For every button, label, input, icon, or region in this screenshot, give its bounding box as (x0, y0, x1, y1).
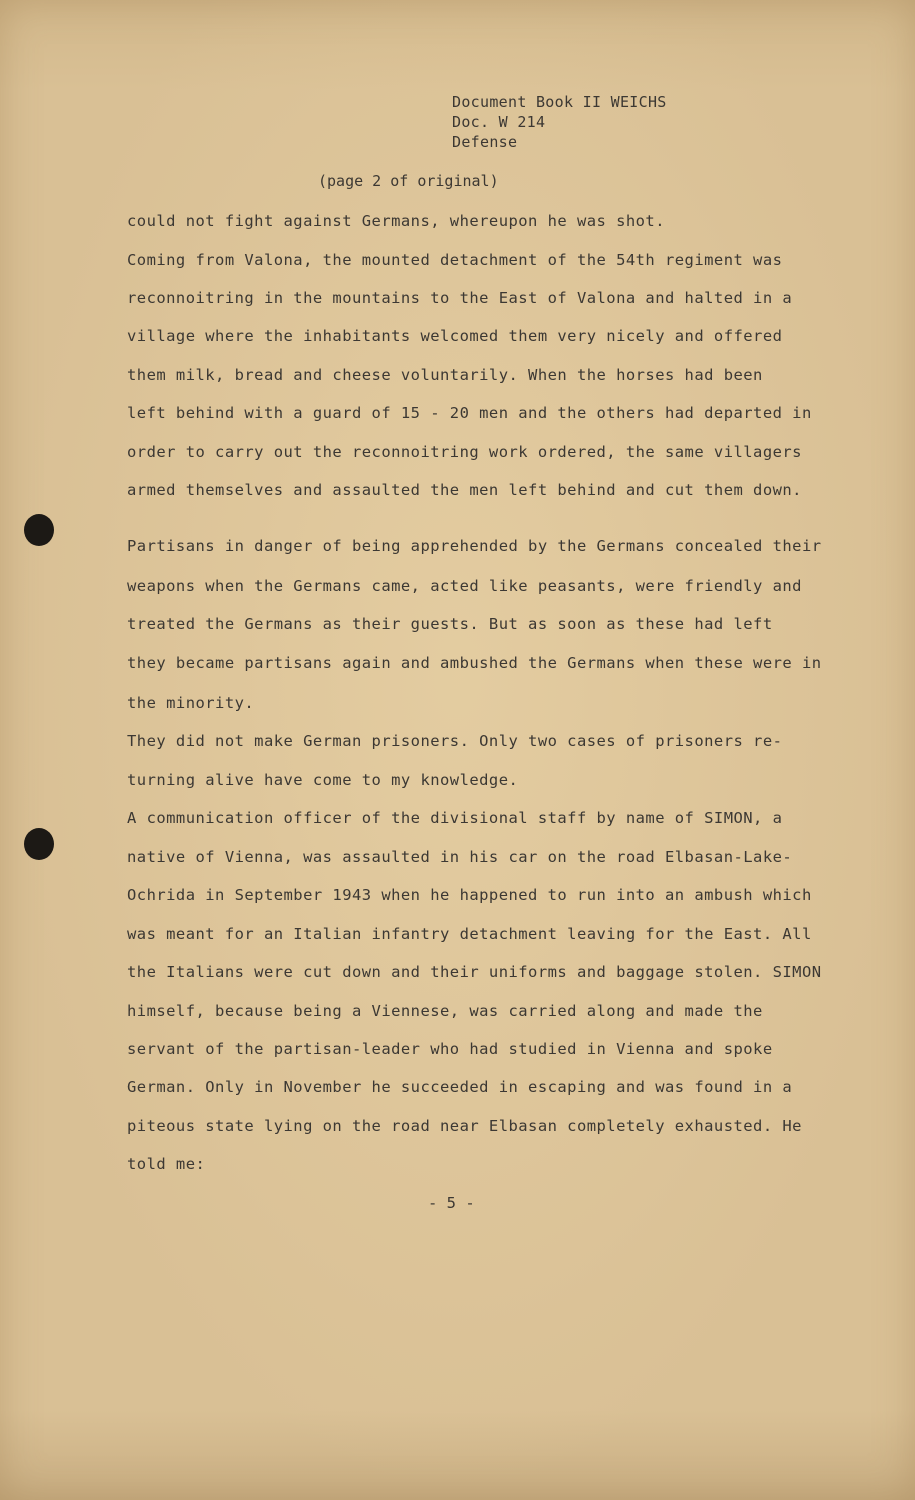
header-defense-line: Defense (452, 133, 518, 151)
text-line: German. Only in November he succeeded in escaping and was found in a (127, 1078, 793, 1096)
punch-hole-bottom (24, 828, 54, 860)
text-line: A communication officer of the divisional staff by name of SIMON, a (127, 809, 783, 827)
text-line: Ochrida in September 1943 when he happened to run into an ambush which (127, 886, 812, 904)
text-line: told me: (127, 1155, 206, 1173)
text-line: order to carry out the reconnoitring work ordered, the same villagers (127, 443, 802, 461)
text-line: himself, because being a Viennese, was carried along and made the (127, 1002, 763, 1020)
text-line: the minority. (127, 694, 255, 712)
punch-hole-top (24, 514, 54, 546)
text-line: armed themselves and assaulted the men left behind and cut them down. (127, 481, 802, 499)
text-line: village where the inhabitants welcomed them very nicely and offered (127, 327, 783, 345)
page-number: - 5 - (428, 1194, 475, 1212)
text-line: Partisans in danger of being apprehended by the Germans concealed their (127, 537, 822, 555)
text-line: native of Vienna, was assaulted in his car on the road Elbasan-Lake- (127, 848, 793, 866)
text-line: weapons when the Germans came, acted like peasants, were friendly and (127, 577, 802, 595)
text-line: reconnoitring in the mountains to the East of Valona and halted in a (127, 289, 793, 307)
header-doc-line: Doc. W 214 (452, 113, 546, 131)
text-line: them milk, bread and cheese voluntarily. When the horses had been (127, 366, 763, 384)
header-book-line: Document Book II WEICHS (452, 93, 667, 111)
text-line: could not fight against Germans, whereupon he was shot. (127, 212, 665, 230)
text-line: left behind with a guard of 15 - 20 men and the others had departed in (127, 404, 812, 422)
text-line: Coming from Valona, the mounted detachment of the 54th regiment was (127, 251, 783, 269)
text-line: turning alive have come to my knowledge. (127, 771, 519, 789)
document-header (452, 92, 667, 152)
text-line: servant of the partisan-leader who had studied in Vienna and spoke (127, 1040, 773, 1058)
text-line: the Italians were cut down and their uniforms and baggage stolen. SIMON (127, 963, 822, 981)
page-reference: (page 2 of original) (318, 172, 499, 190)
text-line: treated the Germans as their guests. But as soon as these had left (127, 615, 773, 633)
text-line: piteous state lying on the road near Elbasan completely exhausted. He (127, 1117, 802, 1135)
text-line: was meant for an Italian infantry detachment leaving for the East. All (127, 925, 812, 943)
text-line: They did not make German prisoners. Only two cases of prisoners re- (127, 732, 783, 750)
text-line: they became partisans again and ambushed the Germans when these were in (127, 654, 822, 672)
